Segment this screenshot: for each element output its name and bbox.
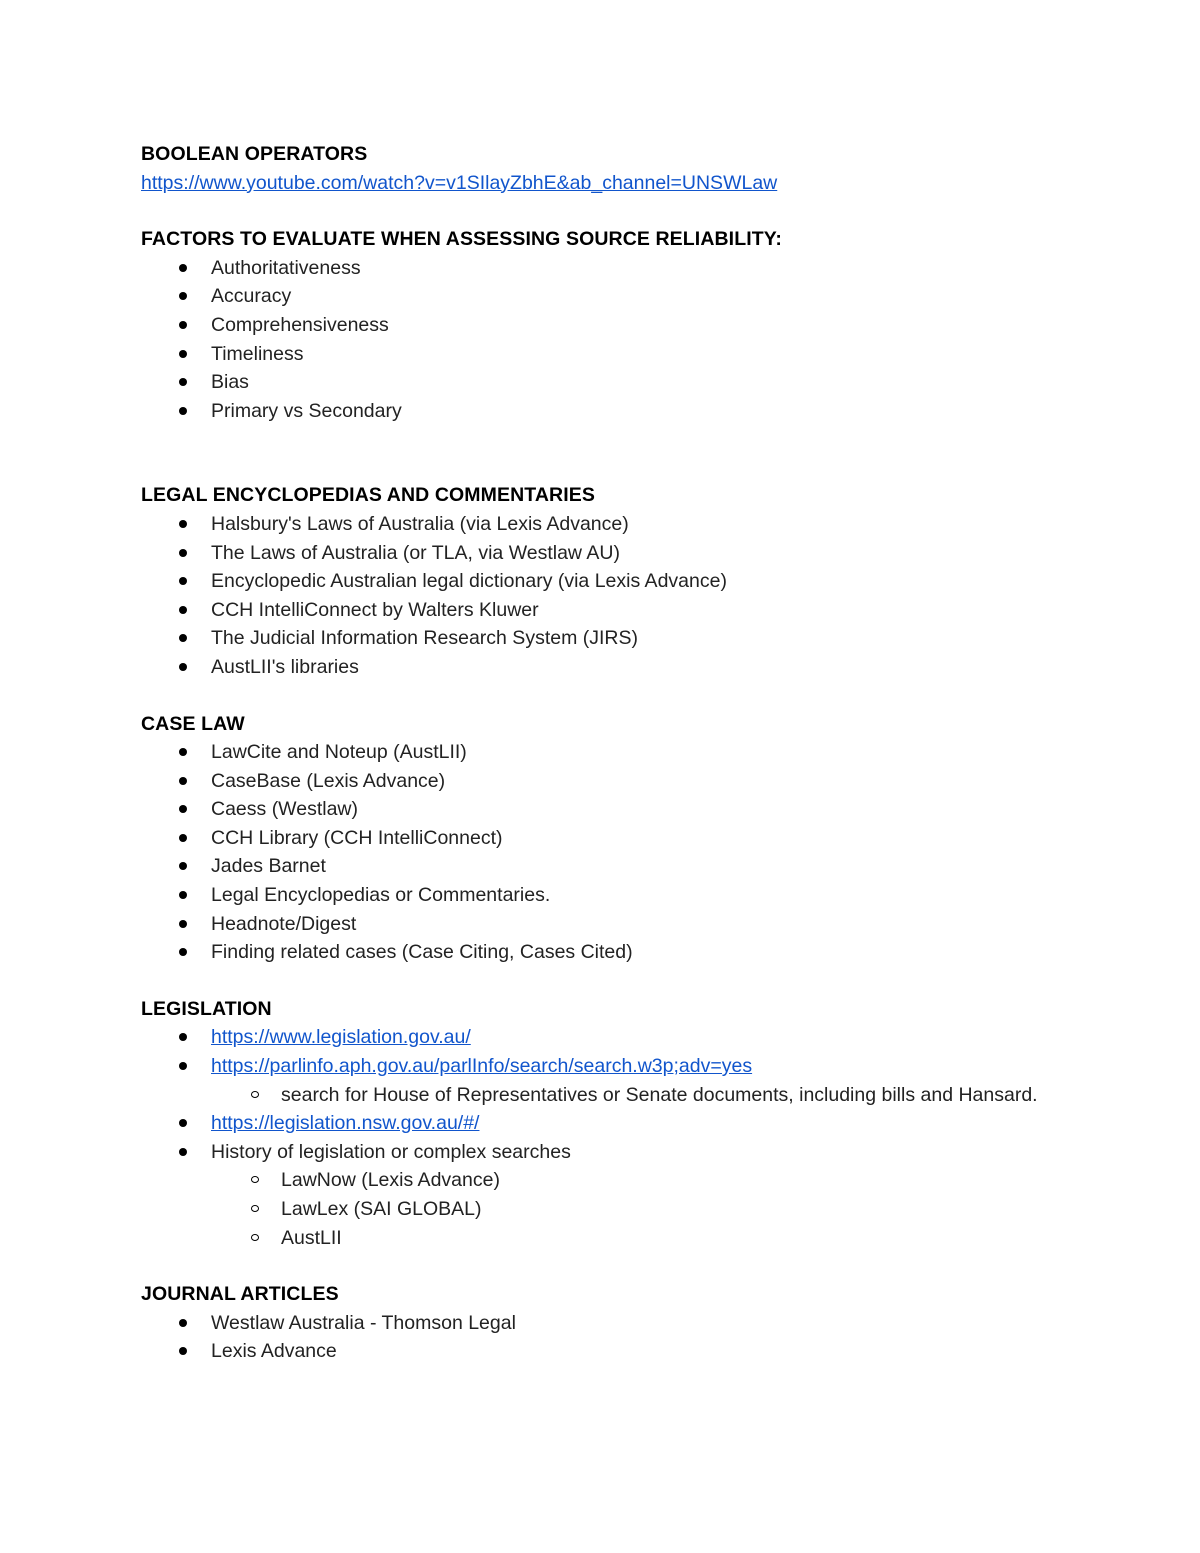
bullet-icon	[179, 1347, 187, 1355]
factors-heading: FACTORS TO EVALUATE WHEN ASSESSING SOURCE RELIABILITY:	[141, 228, 782, 251]
bullet-icon	[179, 378, 187, 386]
list-item: LawCite and Noteup (AustLII)	[141, 738, 1061, 767]
hollow-bullet-icon	[251, 1176, 259, 1183]
encyclopedias-heading: LEGAL ENCYCLOPEDIAS AND COMMENTARIES	[141, 484, 595, 507]
list-item: LawLex (SAI GLOBAL)	[211, 1195, 1061, 1224]
list-item: Comprehensiveness	[141, 311, 1061, 340]
journals-list	[141, 1309, 1061, 1366]
bullet-icon	[179, 350, 187, 358]
legislation-list	[141, 1023, 1061, 1252]
list-item: CCH Library (CCH IntelliConnect)	[141, 824, 1061, 853]
youtube-link[interactable]: https://www.youtube.com/watch?v=v1SIlayZbhE&ab_channel=UNSWLaw	[141, 171, 778, 194]
bullet-icon	[179, 663, 187, 671]
journal-articles-heading: JOURNAL ARTICLES	[141, 1283, 339, 1306]
bullet-icon	[179, 520, 187, 528]
spacer	[141, 425, 1061, 481]
case-law-list	[141, 738, 1061, 967]
list-item: Authoritativeness	[141, 254, 1061, 283]
bullet-icon	[179, 577, 187, 585]
bullet-icon	[179, 549, 187, 557]
parlinfo-sublist	[211, 1081, 1061, 1110]
list-item: Westlaw Australia - Thomson Legal	[141, 1309, 1061, 1338]
history-sublist	[211, 1166, 1061, 1252]
bullet-icon	[179, 862, 187, 870]
list-item: CaseBase (Lexis Advance)	[141, 767, 1061, 796]
bullet-icon	[179, 634, 187, 642]
encyclopedias-list	[141, 510, 1061, 682]
boolean-operators-heading: BOOLEAN OPERATORS	[141, 143, 368, 165]
list-item: Bias	[141, 368, 1061, 397]
bullet-icon	[179, 920, 187, 928]
hollow-bullet-icon	[251, 1234, 259, 1241]
spacer	[141, 682, 1061, 710]
bullet-icon	[179, 1062, 187, 1070]
bullet-icon	[179, 1319, 187, 1327]
list-item: CCH IntelliConnect by Walters Kluwer	[141, 596, 1061, 625]
bullet-icon	[179, 805, 187, 813]
factors-list	[141, 254, 1061, 426]
list-item: The Laws of Australia (or TLA, via Westlaw AU)	[141, 539, 1061, 568]
list-item: Legal Encyclopedias or Commentaries.	[141, 881, 1061, 910]
list-item	[141, 1109, 1061, 1138]
list-item: Headnote/Digest	[141, 910, 1061, 939]
parlinfo-link[interactable]: https://parlinfo.aph.gov.au/parlInfo/search/search.w3p;adv=yes	[211, 1055, 753, 1078]
list-item: Accuracy	[141, 282, 1061, 311]
list-item: The Judicial Information Research System (JIRS)	[141, 624, 1061, 653]
list-item: History of legislation or complex searches LawNow (Lexis Advance) LawLex (SAI GLOBAL) AustLII	[141, 1138, 1061, 1252]
bullet-icon	[179, 1148, 187, 1156]
list-item: Halsbury's Laws of Australia (via Lexis Advance)	[141, 510, 1061, 539]
legislation-nsw-link[interactable]: https://legislation.nsw.gov.au/#/	[211, 1112, 480, 1135]
legislation-gov-au-link[interactable]: https://www.legislation.gov.au/	[211, 1026, 471, 1049]
list-item: AustLII's libraries	[141, 653, 1061, 682]
legislation-heading: LEGISLATION	[141, 997, 272, 1020]
list-item: Finding related cases (Case Citing, Cases Cited)	[141, 938, 1061, 967]
hollow-bullet-icon	[251, 1205, 259, 1212]
bullet-icon	[179, 264, 187, 272]
bullet-icon	[179, 292, 187, 300]
bullet-icon	[179, 407, 187, 415]
list-item: Encyclopedic Australian legal dictionary (via Lexis Advance)	[141, 567, 1061, 596]
list-item: Jades Barnet	[141, 852, 1061, 881]
list-item	[141, 1052, 1061, 1109]
case-law-heading: CASE LAW	[141, 712, 245, 735]
list-item: search for House of Representatives or Senate documents, including bills and Hansard.	[211, 1081, 1061, 1110]
bullet-icon	[179, 834, 187, 842]
list-item: LawNow (Lexis Advance)	[211, 1166, 1061, 1195]
bullet-icon	[179, 748, 187, 756]
list-item: AustLII	[211, 1224, 1061, 1253]
list-item	[141, 1023, 1061, 1052]
bullet-icon	[179, 606, 187, 614]
document-page	[141, 140, 1061, 1366]
bullet-icon	[179, 777, 187, 785]
bullet-icon	[179, 891, 187, 899]
list-item: Lexis Advance	[141, 1337, 1061, 1366]
list-item: Primary vs Secondary	[141, 397, 1061, 426]
spacer	[141, 967, 1061, 995]
spacer	[141, 197, 1061, 225]
bullet-icon	[179, 948, 187, 956]
list-item: Caess (Westlaw)	[141, 795, 1061, 824]
list-item: Timeliness	[141, 340, 1061, 369]
bullet-icon	[179, 321, 187, 329]
bullet-icon	[179, 1033, 187, 1041]
spacer	[141, 1252, 1061, 1280]
bullet-icon	[179, 1119, 187, 1127]
hollow-bullet-icon	[251, 1091, 259, 1098]
